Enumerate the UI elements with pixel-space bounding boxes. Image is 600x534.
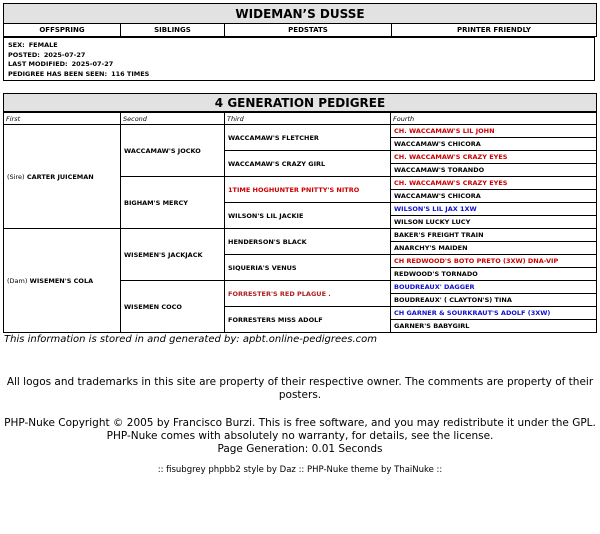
copyright-text: Copyright © 2005 by Francisco Burzi. This is free software, and you may redistribute it under the	[58, 417, 569, 429]
sire-link[interactable]: CARTER JUICEMAN	[26, 172, 94, 181]
third-cell	[225, 281, 391, 307]
sex-label: SEX:	[8, 41, 25, 49]
second-cell	[121, 125, 225, 177]
fourth-link-14[interactable]: BOUDREAUX' ( CLAYTON'S) TINA	[394, 296, 512, 304]
fourth-link-11[interactable]: CH REDWOOD'S BOTO PRETO (3XW) DNA-VIP	[394, 257, 559, 265]
fourth-cell	[391, 125, 597, 138]
dam-link[interactable]: WISEMEN'S COLA	[29, 276, 94, 285]
fourth-cell	[391, 268, 597, 281]
fourth-link-10[interactable]: ANARCHY'S MAIDEN	[394, 244, 468, 252]
phpnuke-link[interactable]: PHP-Nuke	[4, 417, 55, 429]
third-link-8[interactable]: FORRESTERS MISS ADOLF	[228, 315, 323, 324]
third-link-7[interactable]: FORRESTER'S RED PLAGUE .	[228, 289, 331, 298]
nav-siblings[interactable]: SIBLINGS	[121, 24, 225, 37]
sex-row	[4, 38, 594, 51]
fourth-cell	[391, 190, 597, 203]
page-generation: Page Generation: 0.01 Seconds	[217, 443, 383, 455]
spacer	[3, 81, 597, 93]
title-bar	[3, 3, 597, 24]
third-cell	[225, 151, 391, 177]
nav-bar	[3, 24, 597, 37]
license-link[interactable]: license	[453, 430, 491, 442]
col-fourth: Fourth	[391, 113, 597, 125]
sire-prefix: (Sire)	[7, 172, 25, 181]
trademark-notice: All logos and trademarks in this site are property of their respective owner. The comments are property of their posters.	[6, 376, 594, 401]
nav-pedstats[interactable]: PEDSTATS	[225, 24, 392, 37]
third-cell	[225, 307, 391, 333]
fourth-cell	[391, 242, 597, 255]
third-link-6[interactable]: SIQUERIA'S VENUS	[228, 263, 297, 272]
source-note-text: This information is stored in and generated by:	[4, 334, 240, 345]
sire-cell	[4, 125, 121, 229]
nav-printer-friendly[interactable]: PRINTER FRIENDLY	[456, 26, 532, 34]
third-link-4[interactable]: WILSON'S LIL JACKIE	[228, 211, 304, 220]
second-link-4[interactable]: WISEMEN COCO	[124, 302, 182, 311]
fourth-cell	[391, 177, 597, 190]
modified-value: 2025-07-27	[71, 60, 114, 68]
second-link-2[interactable]: BIGHAM'S MERCY	[124, 198, 188, 207]
seen-row	[4, 70, 594, 80]
fourth-cell	[391, 229, 597, 242]
dam-cell	[4, 229, 121, 333]
third-cell	[225, 177, 391, 203]
third-cell	[225, 125, 391, 151]
page-title: WIDEMAN’S DUSSE	[4, 4, 597, 24]
modified-label: LAST MODIFIED:	[8, 60, 68, 68]
warranty-text: . PHP-Nuke comes with absolutely no warranty, for details, see the	[106, 417, 596, 442]
posted-row	[4, 51, 594, 61]
third-cell	[225, 255, 391, 281]
fourth-link-6[interactable]: WACCAMAW'S CHICORA	[394, 192, 481, 200]
fourth-link-16[interactable]: GARNER'S BABYGIRL	[394, 322, 470, 330]
second-cell	[121, 281, 225, 333]
pedigree-heading: 4 GENERATION PEDIGREE	[3, 93, 597, 112]
gpl-link[interactable]: GPL	[572, 417, 593, 429]
fourth-link-5[interactable]: CH. WACCAMAW'S CRAZY EYES	[394, 179, 508, 187]
fourth-cell	[391, 216, 597, 229]
fourth-link-1[interactable]: CH. WACCAMAW'S LIL JOHN	[394, 127, 495, 135]
fourth-cell	[391, 320, 597, 333]
fourth-link-4[interactable]: WACCAMAW'S TORANDO	[394, 166, 485, 174]
nav-offspring[interactable]: OFFSPRING	[4, 24, 121, 37]
source-note	[3, 333, 597, 347]
fourth-cell	[391, 281, 597, 294]
third-link-1[interactable]: WACCAMAW'S FLETCHER	[228, 133, 319, 142]
info-panel	[3, 37, 595, 81]
fourth-link-9[interactable]: BAKER'S FREIGHT TRAIN	[394, 231, 484, 239]
seen-value: 116 TIMES	[111, 69, 150, 78]
fourth-cell	[391, 203, 597, 216]
fourth-cell	[391, 138, 597, 151]
second-cell	[121, 177, 225, 229]
third-cell	[225, 229, 391, 255]
source-site: apbt.online-pedigrees.com	[242, 334, 377, 345]
second-link-3[interactable]: WISEMEN'S JACKJACK	[124, 250, 203, 259]
sex-value: FEMALE	[28, 41, 58, 49]
posted-label: POSTED:	[8, 50, 40, 59]
fourth-link-3[interactable]: CH. WACCAMAW'S CRAZY EYES	[394, 153, 508, 161]
fourth-cell	[391, 307, 597, 320]
theme-credit: :: fisubgrey phpbb2 style by Daz :: PHP-Nuke theme by ThaiNuke ::	[157, 465, 443, 475]
pedigree-table	[3, 112, 597, 333]
third-link-3[interactable]: 1TIME HOGHUNTER PNITTY'S NITRO	[228, 185, 360, 194]
third-link-2[interactable]: WACCAMAW'S CRAZY GIRL	[228, 159, 326, 168]
third-link-5[interactable]: HENDERSON'S BLACK	[228, 237, 307, 246]
second-cell	[121, 229, 225, 281]
fourth-cell	[391, 294, 597, 307]
fourth-link-8[interactable]: WILSON LUCKY LUCY	[394, 218, 471, 226]
copyright-notice: PHP-Nuke Copyright © 2005 by Francisco Burzi. This is free software, and you may redistribute it under the GPL. PHP-Nuke comes with absolutely no warranty, for details, see the license. Page Generation: 0.01 Seconds	[4, 417, 596, 455]
fourth-cell	[391, 151, 597, 164]
modified-row	[4, 60, 594, 70]
col-second: Second	[121, 113, 225, 125]
fourth-cell	[391, 164, 597, 177]
fourth-link-2[interactable]: WACCAMAW'S CHICORA	[394, 140, 481, 148]
fourth-link-7[interactable]: WILSON'S LIL JAX 1XW	[394, 205, 477, 213]
seen-label: PEDIGREE HAS BEEN SEEN:	[8, 69, 108, 78]
col-first: First	[4, 113, 121, 125]
fourth-cell	[391, 255, 597, 268]
dam-prefix: (Dam)	[7, 276, 28, 285]
third-cell	[225, 203, 391, 229]
page	[3, 3, 597, 347]
fourth-link-12[interactable]: REDWOOD'S TORNADO	[394, 270, 478, 278]
fourth-link-15[interactable]: CH GARNER & SOURKRAUT'S ADOLF (3XW)	[394, 309, 551, 317]
second-link-1[interactable]: WACCAMAW'S JOCKO	[124, 146, 201, 155]
fourth-link-13[interactable]: BOUDREAUX' DAGGER	[394, 283, 475, 291]
col-third: Third	[225, 113, 391, 125]
posted-value: 2025-07-27	[43, 50, 86, 59]
